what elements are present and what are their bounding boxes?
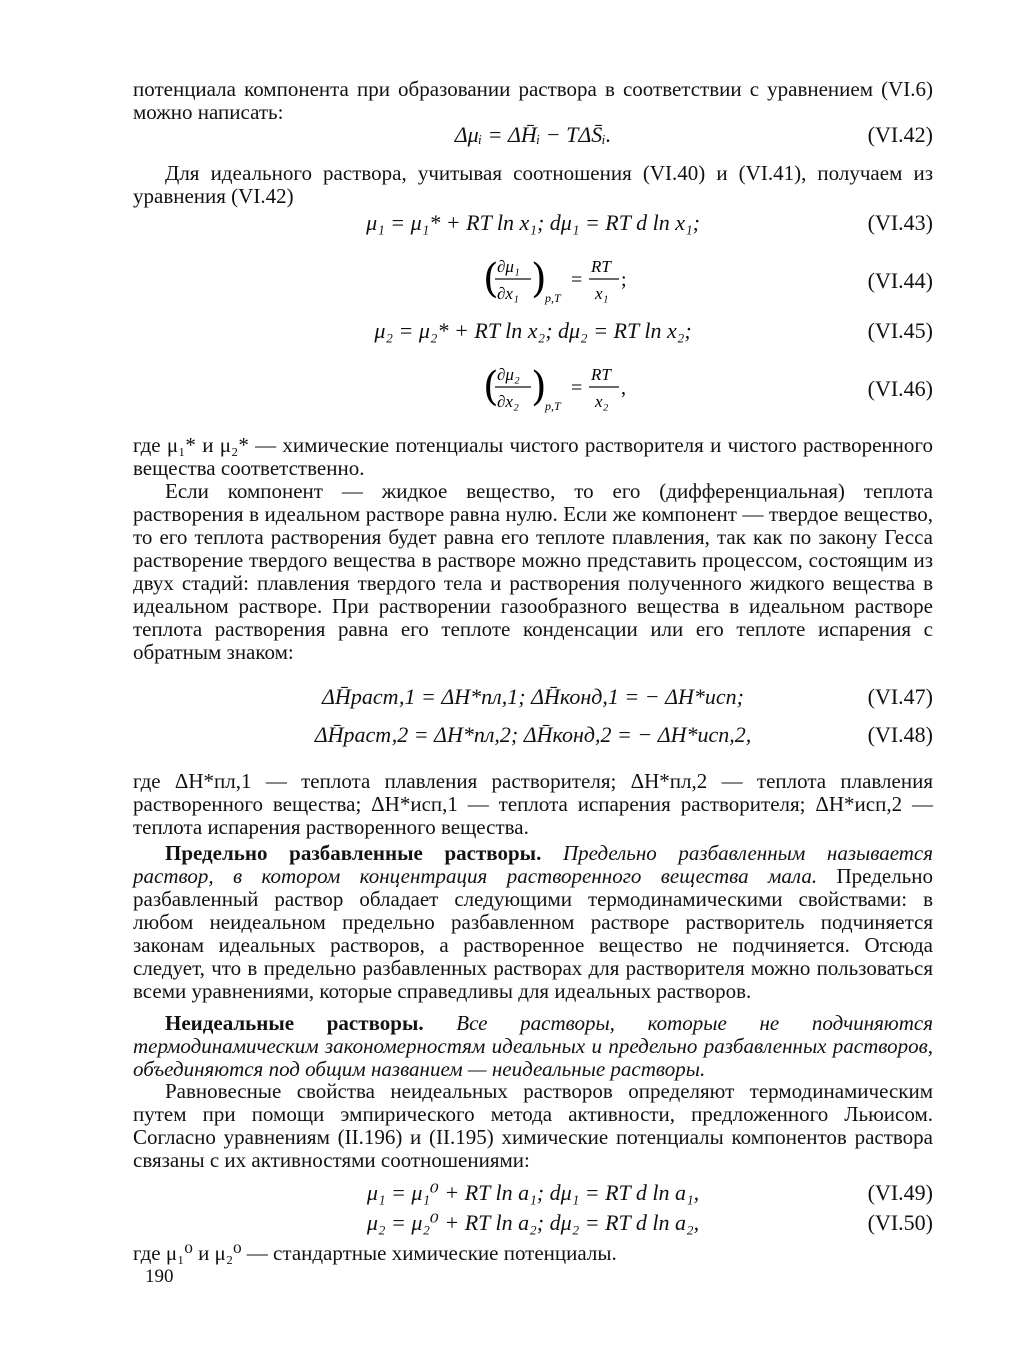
paragraph-text: где ΔH*пл,1 — теплота плавления растворителя; ΔH*пл,2 — теплота плавления растворенного вещества; ΔH*исп,1 — теплота испарения растворителя; ΔH*исп,2 — теплота испарения растворенного вещества. [133,769,933,839]
svg-text:(: ( [483,364,499,410]
paragraph-equilibrium [133,1080,933,1172]
page-number: 190 [145,1266,174,1287]
equation-formula: Δμᵢ = ΔH̄ᵢ − TΔS̄ᵢ. [454,122,612,147]
paragraph-ideal [133,162,933,208]
equation-vi50 [133,1210,933,1240]
subscript: p,T [545,399,561,413]
equation-vi46 [133,358,933,418]
paragraph-heat-of-solution [133,480,933,664]
equation-number: (VI.43) [867,210,933,235]
svg-text:): ) [531,364,547,410]
paragraph-text: Равновесные свойства неидеальных растворов определяют термодинамическим путем при помощи эмпирического метода активности, предложенного Льюисом. Согласно уравнениям (II.196) и (II.195) химические потенциалы компонентов раствора связаны с их активностями соотношениями: [133,1079,933,1172]
equation-formula: ΔH̄раст,2 = ΔH*пл,2; ΔH̄конд,2 = − ΔH*исп,2, [314,722,752,747]
paragraph-text: где μ₁⁰ и μ₂⁰ — стандартные химические потенциалы. [133,1241,617,1265]
equation-formula: μ₂ = μ₂⁰ + RT ln a₂; dμ₂ = RT d ln a₂, [366,1210,700,1235]
equation-vi43 [133,210,933,240]
equation-formula: ΔH̄раст,1 = ΔH*пл,1; ΔH̄конд,1 = − ΔH*исп; [322,684,744,709]
paragraph-text: Если компонент — жидкое вещество, то его (дифференциальная) теплота растворения в идеальном растворе равна нулю. Если же компонент — твердое вещество, то его теплота растворения будет равна его теплоте плавления, так как по закону Гесса растворение твердого вещества в растворе можно представить процессом, состоящим из двух стадий: плавления твердого тела и растворения полученного жидкого вещества в идеальном растворе. При растворении газообразного вещества в идеальном растворе теплота растворения равна его теплоте конденсации или его теплоте испарения с обратным знаком: [133,479,933,664]
partial-derivative-fraction [133,250,933,310]
paragraph-text: где μ₁* и μ₂* — химические потенциалы чистого растворителя и чистого растворенного вещества соответственно. [133,433,933,480]
svg-text:=: = [571,269,583,291]
subscript: p,T [545,291,561,305]
equation-vi49 [133,1180,933,1210]
rhs-numerator: RT [591,365,611,384]
paragraph-dilute-solutions [133,842,933,1003]
equation-number: (VI.44) [867,268,933,293]
paragraph-text: Предельно разбавленный раствор обладает следующими термодинамическими свойствами: в любом неидеальном предельно разбавленном растворе растворитель подчиняется законам идеальных растворов, а растворенное вещество не подчиняется. Отсюда следует, что в предельно разбавленных растворах для растворителя можно пользоваться всеми уравнениями, которые справедливы для идеальных растворов. [133,864,933,1003]
equation-number: (VI.42) [867,122,933,147]
paragraph-standard-potentials [133,1242,933,1265]
equation-vi47 [133,684,933,714]
equation-formula: μ₁ = μ₁* + RT ln x₁; dμ₁ = RT d ln x₁; [366,210,700,235]
rhs-denominator: x₂ [595,392,609,411]
equation-vi44 [133,250,933,310]
svg-text:;: ; [621,269,627,291]
section-heading: Неидеальные растворы. [165,1011,424,1035]
equation-number: (VI.45) [867,318,933,343]
fraction-numerator: ∂μ₁ [497,257,520,276]
equation-vi48 [133,722,933,752]
intro-text: потенциала компонента при образовании раствора в соответствии с уравнением (VI.6) можно написать: [133,77,933,124]
equation-number: (VI.48) [867,722,933,747]
section-heading: Предельно разбавленные растворы. [165,841,542,865]
svg-text:): ) [531,256,547,302]
equation-number: (VI.49) [867,1180,933,1205]
rhs-denominator: x₁ [595,284,609,303]
paragraph-text: Для идеального раствора, учитывая соотношения (VI.40) и (VI.41), получаем из уравнения (VI.42) [133,161,933,208]
equation-formula: μ₁ = μ₁⁰ + RT ln a₁; dμ₁ = RT d ln a₁, [366,1180,700,1205]
equation-number: (VI.47) [867,684,933,709]
partial-derivative-fraction [133,358,933,418]
equation-number: (VI.46) [867,376,933,401]
paragraph-nonideal [133,1012,933,1081]
fraction-numerator: ∂μ₂ [497,365,520,384]
equation-number: (VI.50) [867,1210,933,1235]
definition-italic: Предельно разбавленным называется раствор, в котором концентрация растворенного вещества мала. [133,841,934,888]
fraction-denominator: ∂x₁ [497,284,519,303]
fraction-denominator: ∂x₂ [497,392,519,411]
svg-text:=: = [571,377,583,399]
equation-vi45 [133,318,933,348]
definition-italic: Все растворы, которые не подчиняются термодинамическим закономерностям идеальных и предельно разбавленных растворов, объединяются под общим названием — неидеальные растворы. [133,1011,933,1081]
paragraph-chem-potentials [133,434,933,480]
equation-formula: μ₂ = μ₂* + RT ln x₂; dμ₂ = RT ln x₂; [374,318,692,343]
paragraph-definitions [133,770,933,839]
intro-paragraph [133,78,933,124]
equation-vi42 [133,122,933,152]
svg-text:,: , [621,377,626,399]
svg-text:(: ( [483,256,499,302]
rhs-numerator: RT [591,257,611,276]
